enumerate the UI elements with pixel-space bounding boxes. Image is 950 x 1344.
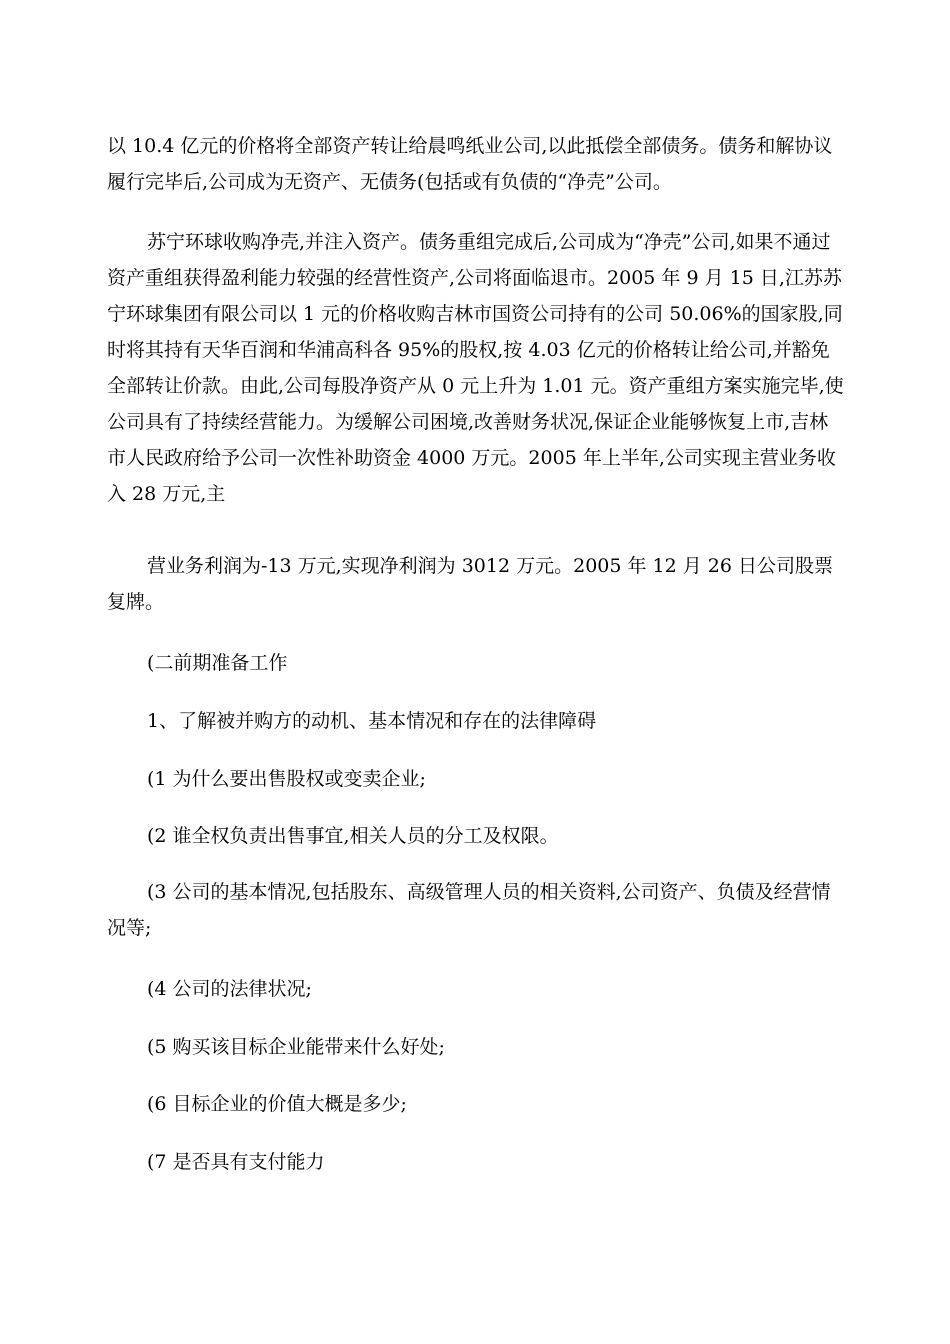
paragraph-3: 营业务利润为-13 万元,实现净利润为 3012 万元。2005 年 12 月 26 日公司股票复牌。 — [107, 555, 834, 613]
list-heading: 1、了解被并购方的动机、基本情况和存在的法律障碍 — [147, 710, 597, 732]
list-item: (6 目标企业的价值大概是多少; — [147, 1093, 407, 1115]
list-item: (4 公司的法律状况; — [147, 978, 312, 1000]
list-item: (7 是否具有支付能力 — [147, 1151, 325, 1173]
list-item: (2 谁全权负责出售事宜,相关人员的分工及权限。 — [147, 825, 559, 847]
list-item: (5 购买该目标企业能带来什么好处; — [147, 1036, 445, 1058]
list-item: (1 为什么要出售股权或变卖企业; — [147, 768, 426, 790]
paragraph-1: 以 10.4 亿元的价格将全部资产转让给晨鸣纸业公司,以此抵偿全部债务。债务和解协议履行完毕后,公司成为无资产、无债务(包括或有负债的“净壳”公司。 — [107, 135, 833, 193]
paragraph-2: 苏宁环球收购净壳,并注入资产。债务重组完成后,公司成为“净壳”公司,如果不通过资产重组获得盈利能力较强的经营性资产,公司将面临退市。2005 年 9 月 15 日,江苏苏宁环球集团有限公司以 1 元的价格收购吉林市国资公司持有的公司 50.06%的国家股,同时将其持有天华百润和华浦高科各 95%的股权,按 4.03 亿元的价格转让给公司,并豁免全部转让价款。由此,公司每股净资产从 0 元上升为 1.01 元。资产重组方案实施完毕,使公司具有了持续经营能力。为缓解公司困境,改善财务状况,保证企业能够恢复上市,吉林市人民政府给予公司一次性补助资金 4000 万元。2005 年上半年,公司实现主营业务收入 28 万元,主 — [107, 231, 844, 505]
list-item: (3 公司的基本情况,包括股东、高级管理人员的相关资料,公司资产、负债及经营情况等; — [107, 881, 831, 939]
section-heading: (二前期准备工作 — [147, 652, 288, 674]
